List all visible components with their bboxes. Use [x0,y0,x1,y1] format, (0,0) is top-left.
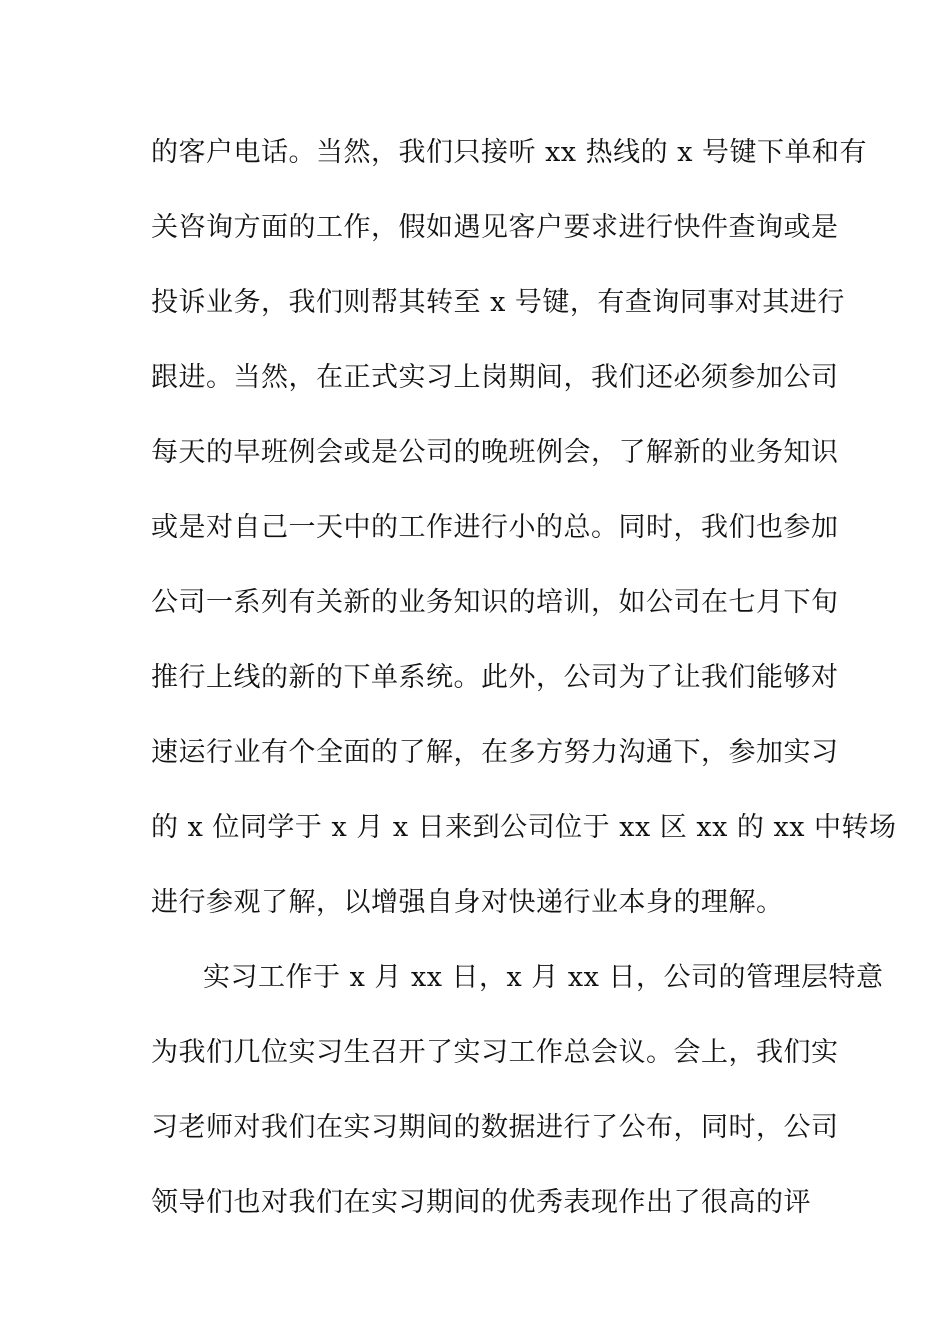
paragraph-line: 的客户电话。当然，我们只接听 xx 热线的 x 号键下单和有 [151,137,868,168]
paragraph-line: 每天的早班例会或是公司的晚班例会，了解新的业务知识 [151,437,839,468]
paragraph-line: 习老师对我们在实习期间的数据进行了公布，同时，公司 [151,1112,839,1143]
paragraph-line: 的 x 位同学于 x 月 x 日来到公司位于 xx 区 xx 的 xx 中转场 [151,812,897,843]
paragraph-line: 为我们几位实习生召开了实习工作总会议。会上，我们实 [151,1037,839,1068]
paragraph-line: 进行参观了解，以增强自身对快递行业本身的理解。 [151,887,784,918]
paragraph-line: 速运行业有个全面的了解，在多方努力沟通下，参加实习 [151,737,839,768]
paragraph-line: 投诉业务，我们则帮其转至 x 号键，有查询同事对其进行 [151,287,845,318]
paragraph-line: 推行上线的新的下单系统。此外，公司为了让我们能够对 [151,662,839,693]
paragraph-line: 关咨询方面的工作，假如遇见客户要求进行快件查询或是 [151,212,839,243]
paragraph-line: 领导们也对我们在实习期间的优秀表现作出了很高的评 [151,1187,811,1218]
paragraph-line: 跟进。当然，在正式实习上岗期间，我们还必须参加公司 [151,362,839,393]
paragraph-line: 或是对自己一天中的工作进行小的总。同时，我们也参加 [151,512,839,543]
paragraph-first-line: 实习工作于 x 月 xx 日，x 月 xx 日，公司的管理层特意 [203,962,884,993]
paragraph-line: 公司一系列有关新的业务知识的培训，如公司在七月下旬 [151,587,839,618]
document-body [151,130,897,1255]
